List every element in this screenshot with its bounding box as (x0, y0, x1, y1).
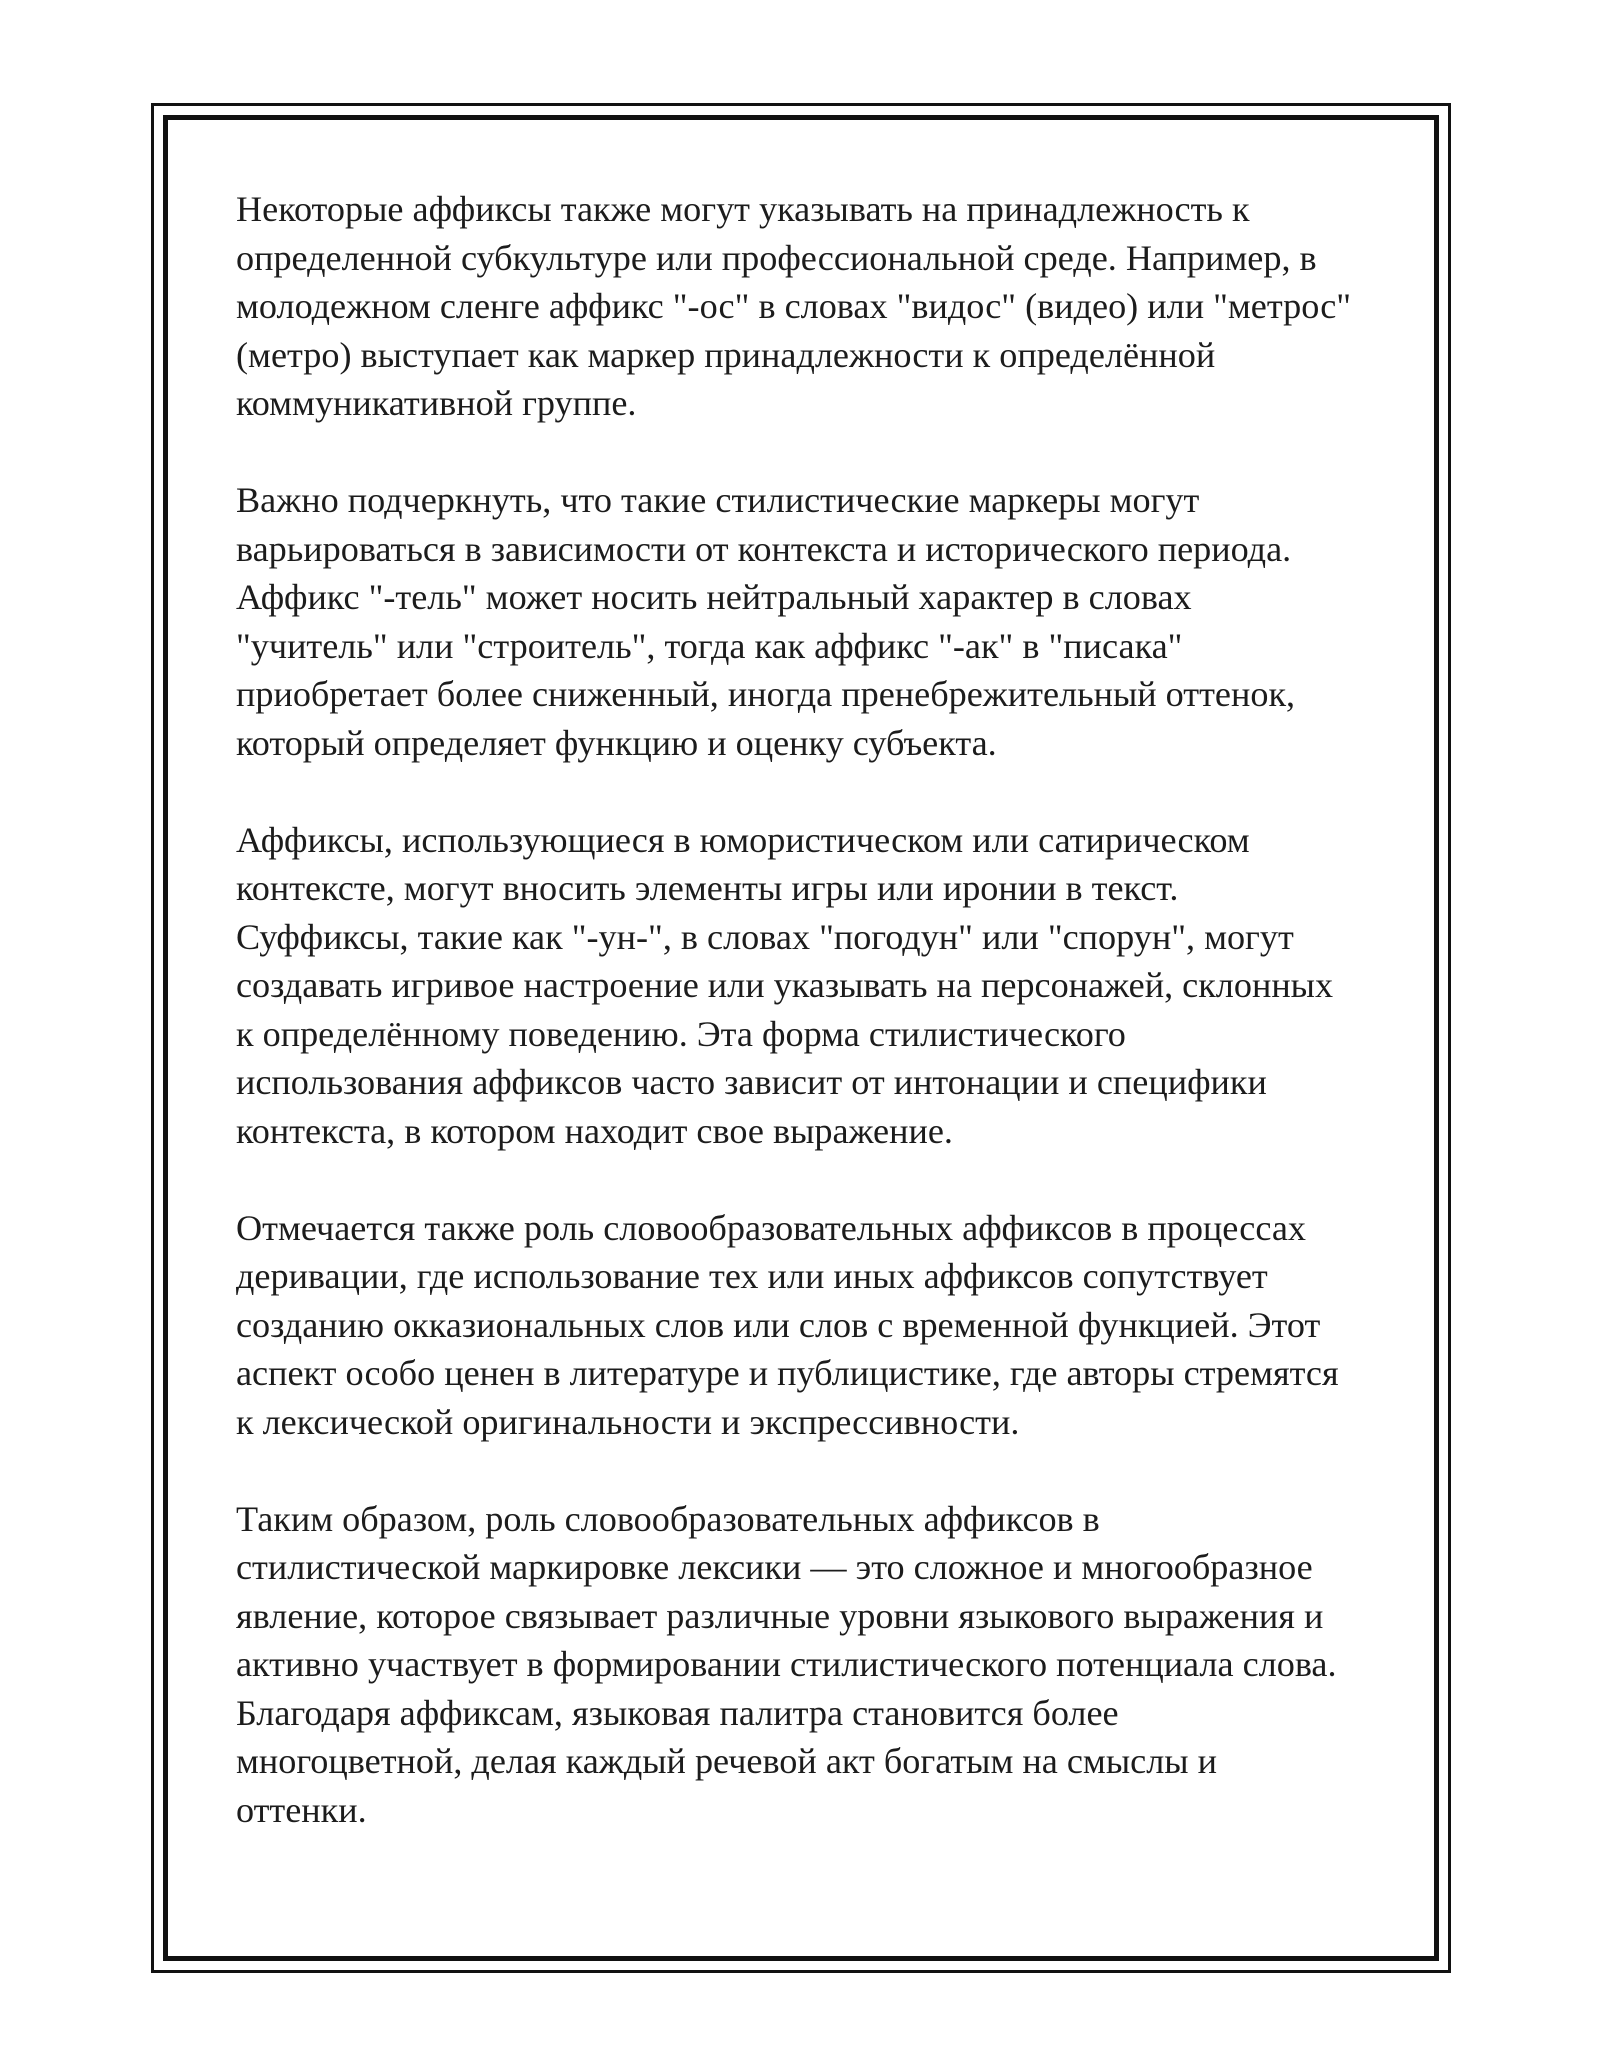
text-line: деривации, где использование тех или иных аффиксов сопутствует (236, 1256, 1268, 1296)
text-line: контекста, в котором находит свое выражение. (236, 1110, 953, 1151)
text-line: Таким образом, роль словообразовательных аффиксов в (236, 1498, 1100, 1539)
text-line: Благодаря аффиксам, языковая палитра становится более (236, 1692, 1119, 1733)
text-line: созданию окказиональных слов или слов с временной функцией. Этот (236, 1304, 1321, 1345)
text-line: создавать игривое настроение или указывать на персонажей, склонных (236, 965, 1334, 1005)
paragraph (236, 476, 1376, 767)
text-line: варьироваться в зависимости от контекста и исторического периода. (236, 528, 1292, 569)
text-line: Суффиксы, такие как "-ун-", в словах "погодун" или "спорун", могут (236, 916, 1294, 957)
text-line: Аффиксы, использующиеся в юмористическом или сатирическом (236, 819, 1250, 860)
text-line: приобретает более сниженный, иногда пренебрежительный оттенок, (236, 674, 1296, 714)
text-line: аспект особо ценен в литературе и публицистике, где авторы стремятся (236, 1353, 1339, 1393)
text-line: определенной субкультуре или профессиональной среде. Например, в (236, 237, 1317, 278)
text-line: Важно подчеркнуть, что такие стилистические маркеры могут (236, 480, 1200, 520)
paragraph (236, 1495, 1376, 1835)
text-line: контексте, могут вносить элементы игры или иронии в текст. (236, 868, 1179, 908)
text-line: который определяет функцию и оценку субъекта. (236, 722, 997, 763)
text-line: стилистической маркировке лексики — это сложное и многообразное (236, 1547, 1313, 1587)
text-line: явление, которое связывает различные уровни языкового выражения и (236, 1595, 1324, 1636)
document-body (236, 185, 1376, 1834)
text-line: к определённому поведению. Эта форма стилистического (236, 1013, 1126, 1054)
text-line: оттенки. (236, 1789, 367, 1830)
paragraph (236, 185, 1376, 428)
text-line: Аффикс "-тель" может носить нейтральный характер в словах (236, 577, 1192, 617)
text-line: (метро) выступает как маркер принадлежности к определённой (236, 334, 1216, 375)
paragraph (236, 1204, 1376, 1447)
text-line: коммуникативной группе. (236, 383, 637, 423)
text-line: использования аффиксов часто зависит от интонации и специфики (236, 1062, 1267, 1102)
text-line: Отмечается также роль словообразовательных аффиксов в процессах (236, 1207, 1306, 1248)
text-line: многоцветной, делая каждый речевой акт богатым на смыслы и (236, 1741, 1217, 1781)
text-line: Некоторые аффиксы также могут указывать на принадлежность к (236, 189, 1250, 229)
text-line: активно участвует в формировании стилистического потенциала слова. (236, 1644, 1337, 1684)
text-line: "учитель" или "строитель", тогда как аффикс "-ак" в "писака" (236, 625, 1183, 666)
paragraph (236, 816, 1376, 1156)
text-line: к лексической оригинальности и экспрессивности. (236, 1401, 1020, 1442)
text-line: молодежном сленге аффикс "-ос" в словах "видос" (видео) или "метрос" (236, 286, 1352, 326)
